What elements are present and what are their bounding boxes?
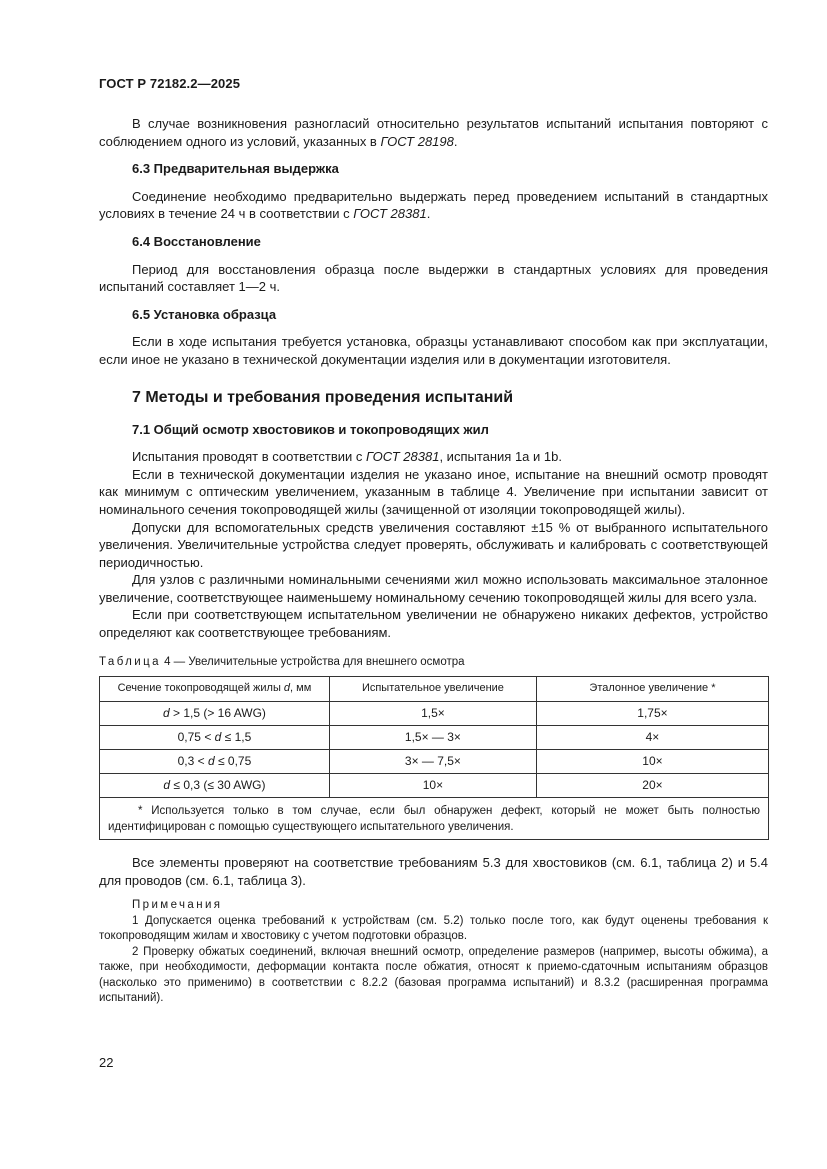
section-6-5-text: Если в ходе испытания требуется установка, образцы устанавливают способом как при эксплуатации, если иное не указано в технической документации изделия или в документации изготовителя.	[99, 334, 768, 367]
section-7-1-p5: Если при соответствующем испытательном увеличении не обнаружено никаких дефектов, устройство определяют как соответствующее требованиям.	[99, 607, 768, 641]
cell-test-magnification: 3× — 7,5×	[329, 750, 536, 774]
table-header-row	[100, 677, 769, 702]
section-6-3-text: Соединение необходимо предварительно выдержать перед проведением испытаний в стандартных условиях в течение 24 ч в соответствии с ГОСТ 28381.	[99, 188, 768, 222]
cell-reference-magnification: 10×	[536, 750, 768, 774]
notes-block	[99, 898, 768, 1007]
cell-test-magnification: 1,5×	[329, 702, 536, 726]
section-7-1-p4: Для узлов с различными номинальными сечениями жил можно использовать максимальное эталонное увеличение, соответствующее наименьшему номинальному сечению токопроводящей жилы для всего узла.	[99, 572, 768, 605]
note-1: 1 Допускается оценка требований к устройствам (см. 5.2) только после того, как будут оценены требования к токопроводящим жилам и хвостовику с учетом подготовки образцов.	[99, 914, 768, 943]
chapter-7-title: 7 Методы и требования проведения испытаний	[132, 388, 514, 406]
section-7-1-p2: Если в технической документации изделия не указано иное, испытание на внешний осмотр проводят как минимум с оптическим увеличением, указанным в таблице 4. Увеличение при испытании зависит от номинального сечения токопроводящей жилы (зачищенной от изоляции токопроводящей жилы).	[99, 466, 768, 517]
table-4-caption: Таблица 4 — Увеличительные устройства для внешнего осмотра	[99, 655, 465, 668]
cell-cross-section: d ≤ 0,3 (≤ 30 AWG)	[100, 774, 330, 798]
cell-cross-section: 0,3 < d ≤ 0,75	[100, 750, 330, 774]
cell-cross-section: 0,75 < d ≤ 1,5	[100, 726, 330, 750]
table-4	[99, 676, 769, 840]
ref-gost-28198: ГОСТ 28198	[380, 133, 454, 149]
header-cross-section: Сечение токопроводящей жилы d, мм	[100, 677, 330, 702]
table-footnote: * Используется только в том случае, если был обнаружен дефект, который не может быть полностью идентифицирован с помощью существующего испытательного увеличения.	[100, 798, 769, 840]
cell-cross-section: d > 1,5 (> 16 AWG)	[100, 702, 330, 726]
cell-reference-magnification: 20×	[536, 774, 768, 798]
table-row	[100, 750, 769, 774]
table-row	[100, 726, 769, 750]
section-7-1-p1: Испытания проводят в соответствии с ГОСТ 28381, испытания 1a и 1b.	[132, 449, 562, 465]
note-2: 2 Проверку обжатых соединений, включая внешний осмотр, определение размеров (например, высоты обжима), а также, при необходимости, деформации контакта после обжатия, относят к приемо-сдаточным испытаниям образцов (насколько это применимо) в соответствии с 8.2.2 (базовая программа испытаний) и 8.3.2 (расширенная программа испытаний).	[99, 945, 768, 1005]
section-6-5-title: 6.5 Установка образца	[132, 306, 277, 322]
header-reference-magnification: Эталонное увеличение *	[536, 677, 768, 702]
notes-title: Примечания	[132, 899, 223, 912]
ref-gost-28381: ГОСТ 28381	[353, 206, 427, 222]
table-row	[100, 702, 769, 726]
intro-paragraph: В случае возникновения разногласий относительно результатов испытаний испытания повторяют с соблюдением одного из условий, указанных в ГОСТ 28198.	[99, 116, 768, 149]
after-table-paragraph: Все элементы проверяют на соответствие требованиям 5.3 для хвостовиков (см. 6.1, таблица 2) и 5.4 для проводов (см. 6.1, таблица 3).	[99, 855, 768, 888]
ref-gost-28381-b: ГОСТ 28381	[366, 449, 440, 465]
section-7-1-title: 7.1 Общий осмотр хвостовиков и токопроводящих жил	[132, 421, 489, 437]
table-row	[100, 774, 769, 798]
header-test-magnification: Испытательное увеличение	[329, 677, 536, 702]
section-7-1-p3: Допуски для вспомогательных средств увеличения составляют ±15 % от выбранного испытательного увеличения. Увеличительные устройства следует проверять, обслуживать и калибровать с соответствующей периодичностью.	[99, 519, 768, 570]
cell-reference-magnification: 1,75×	[536, 702, 768, 726]
body-text	[99, 115, 768, 1007]
section-6-4-text: Период для восстановления образца после выдержки в стандартных условиях для проведения испытаний составляет 1—2 ч.	[99, 261, 768, 295]
table-footnote-row	[100, 798, 769, 840]
page-number: 22	[99, 1055, 114, 1070]
section-6-3-title: 6.3 Предварительная выдержка	[132, 161, 339, 177]
cell-test-magnification: 1,5× — 3×	[329, 726, 536, 750]
cell-test-magnification: 10×	[329, 774, 536, 798]
section-6-4-title: 6.4 Восстановление	[132, 233, 261, 249]
doc-header: ГОСТ Р 72182.2—2025	[99, 76, 241, 91]
cell-reference-magnification: 4×	[536, 726, 768, 750]
